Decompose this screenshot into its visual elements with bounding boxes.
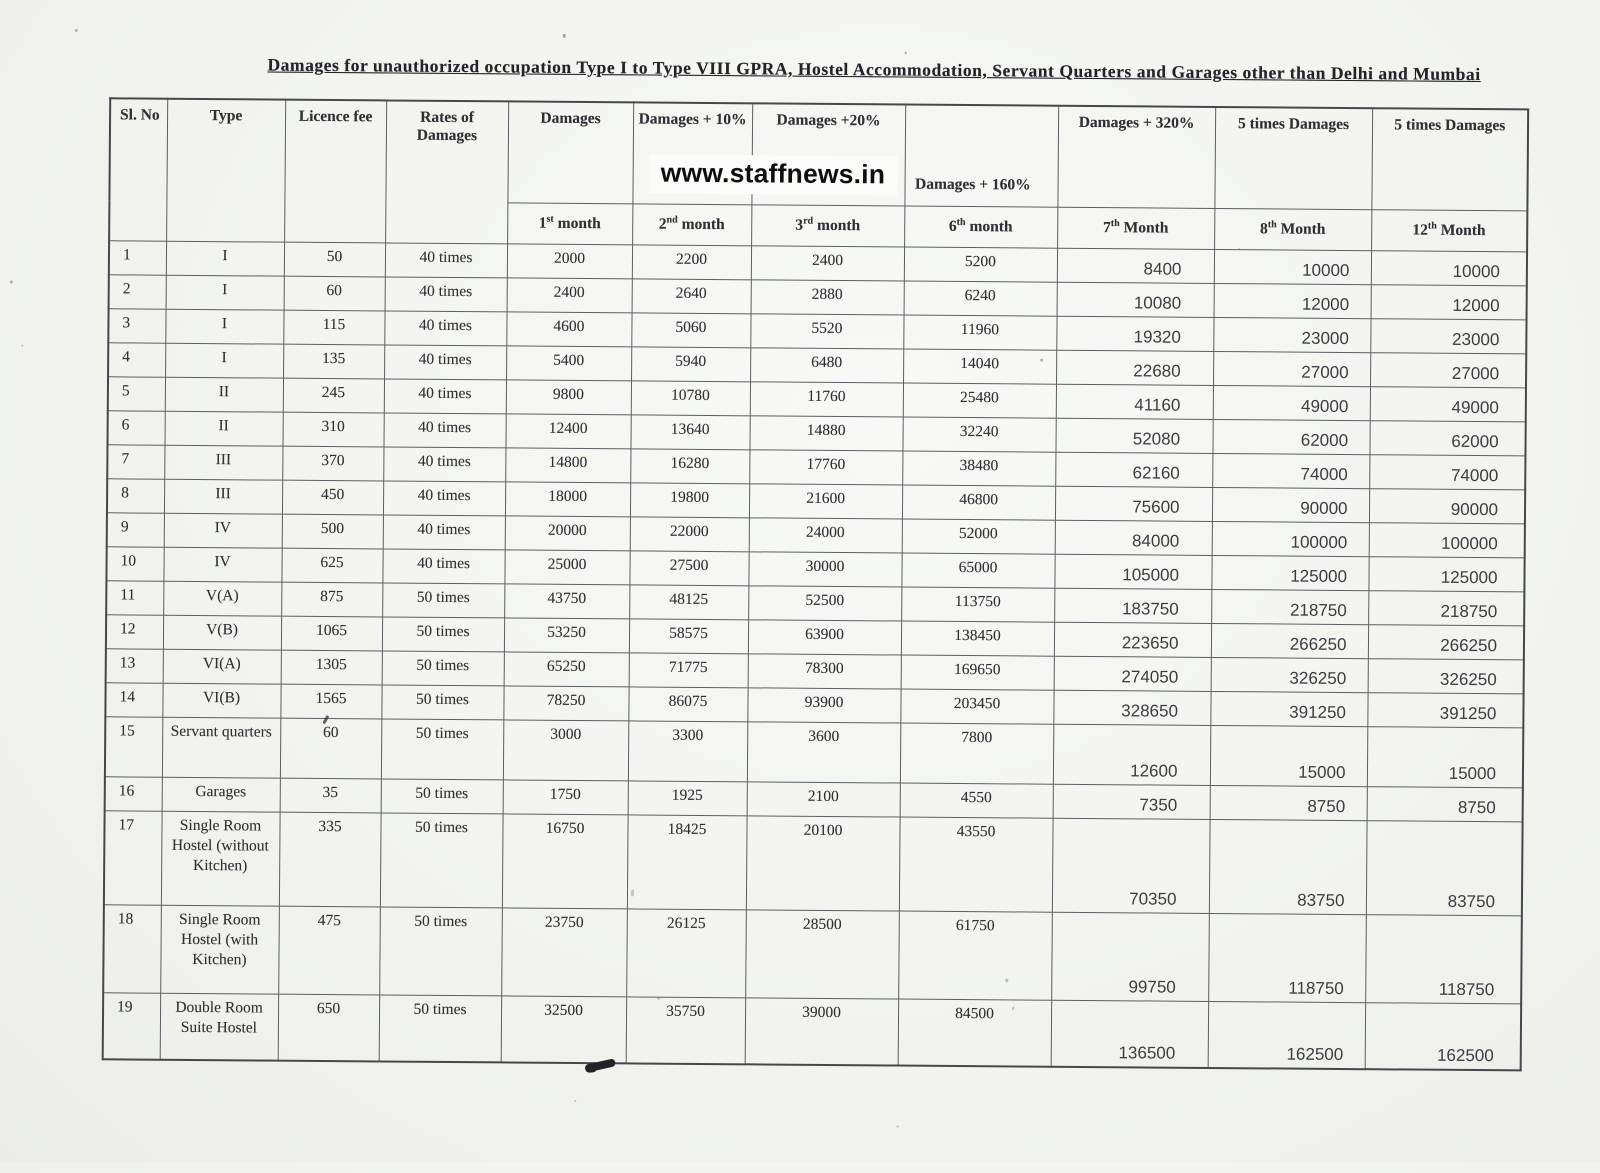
scan-speck — [896, 1126, 899, 1128]
cell-month-12: 162500 — [1365, 1003, 1522, 1071]
cell-rate: 40 times — [385, 277, 507, 312]
subheader-month-6: 6th month — [904, 206, 1057, 248]
cell-month-3: 39000 — [745, 998, 899, 1066]
cell-month-2: 26125 — [626, 909, 746, 998]
cell-sl-no: 3 — [108, 309, 165, 343]
scan-speck — [1040, 359, 1043, 362]
cell-month-3: 2100 — [747, 782, 900, 817]
cell-month-8: 266250 — [1211, 623, 1368, 658]
cell-rate: 40 times — [383, 481, 505, 516]
cell-month-1: 32500 — [501, 996, 627, 1063]
cell-licence-fee: 370 — [282, 446, 383, 481]
cell-month-12: 8750 — [1367, 787, 1523, 822]
cell-month-7: 52080 — [1055, 418, 1212, 453]
cell-sl-no: 4 — [108, 343, 165, 377]
cell-rate: 40 times — [384, 311, 506, 346]
table-row — [103, 993, 1521, 1071]
cell-month-1: 2000 — [507, 244, 632, 279]
cell-month-1: 43750 — [504, 584, 629, 619]
cell-month-2: 58575 — [629, 619, 748, 654]
cell-sl-no: 13 — [106, 649, 163, 683]
cell-month-2: 2200 — [632, 245, 751, 280]
cell-month-2: 5060 — [631, 313, 750, 348]
cell-month-8: 125000 — [1211, 555, 1368, 590]
col-header-damages-20: Damages +20% — [751, 103, 905, 206]
cell-month-3: 2880 — [751, 280, 904, 315]
cell-month-2: 48125 — [629, 585, 748, 620]
cell-sl-no: 18 — [103, 905, 161, 993]
cell-sl-no: 9 — [107, 513, 164, 547]
cell-month-12: 74000 — [1369, 455, 1525, 490]
scan-speck — [75, 29, 78, 32]
cell-month-1: 14800 — [505, 448, 630, 483]
cell-month-3: 30000 — [748, 552, 901, 587]
subheader-month-7: 7th Month — [1057, 207, 1214, 249]
cell-sl-no: 17 — [104, 811, 162, 905]
cell-month-7: 183750 — [1054, 588, 1211, 623]
cell-month-7: 62160 — [1055, 452, 1212, 487]
col-header-damages-320: Damages + 320% — [1057, 106, 1215, 209]
cell-month-12: 125000 — [1368, 557, 1524, 592]
cell-month-2: 5940 — [631, 347, 750, 382]
cell-month-6: 25480 — [903, 383, 1056, 418]
cell-month-7: 84000 — [1055, 520, 1212, 555]
cell-month-12: 326250 — [1368, 659, 1524, 694]
cell-month-1: 78250 — [503, 686, 628, 721]
cell-month-12: 23000 — [1370, 319, 1526, 354]
cell-month-2: 71775 — [629, 653, 748, 688]
cell-month-6: 61750 — [898, 911, 1052, 1000]
cell-month-8: 90000 — [1212, 487, 1369, 522]
cell-licence-fee: 135 — [283, 344, 384, 379]
cell-type: I — [165, 343, 283, 378]
cell-sl-no: 2 — [109, 275, 166, 309]
cell-month-12: 12000 — [1371, 285, 1527, 320]
cell-month-1: 12400 — [505, 414, 630, 449]
cell-type: II — [165, 411, 283, 446]
cell-type: Servant quarters — [162, 717, 280, 778]
cell-month-3: 63900 — [748, 620, 901, 655]
cell-sl-no: 19 — [103, 993, 161, 1060]
cell-month-3: 11760 — [750, 382, 903, 417]
cell-type: I — [166, 275, 284, 310]
cell-month-12: 49000 — [1370, 387, 1526, 422]
cell-month-8: 162500 — [1208, 1001, 1366, 1069]
col-header-5times-12: 5 times Damages — [1371, 108, 1528, 211]
cell-month-2: 19800 — [630, 483, 749, 518]
cell-month-1: 5400 — [506, 346, 631, 381]
subheader-month-8: 8th Month — [1214, 208, 1371, 250]
table-body — [103, 241, 1527, 1071]
subheader-month-2: 2nd month — [632, 204, 751, 246]
table-row — [104, 811, 1523, 916]
cell-licence-fee: 475 — [278, 906, 380, 995]
cell-month-3: 20100 — [746, 816, 900, 911]
cell-sl-no: 5 — [108, 377, 165, 411]
cell-month-8: 12000 — [1214, 283, 1371, 318]
cell-month-3: 3600 — [747, 722, 900, 783]
cell-month-8: 74000 — [1212, 453, 1369, 488]
cell-rate: 40 times — [385, 243, 507, 278]
cell-month-7: 22680 — [1056, 350, 1213, 385]
cell-month-3: 14880 — [749, 416, 902, 451]
cell-month-8: 218750 — [1211, 589, 1368, 624]
cell-month-3: 17760 — [749, 450, 902, 485]
cell-month-6: 14040 — [903, 349, 1056, 384]
cell-month-3: 28500 — [745, 910, 899, 999]
cell-month-6: 38480 — [902, 451, 1055, 486]
cell-month-1: 4600 — [506, 312, 631, 347]
cell-month-6: 6240 — [904, 281, 1057, 316]
scan-speck — [1005, 978, 1008, 982]
cell-month-3: 2400 — [751, 246, 904, 281]
scan-speck — [574, 1100, 576, 1102]
cell-month-2: 3300 — [628, 721, 747, 782]
cell-month-12: 83750 — [1366, 821, 1523, 916]
scan-speck — [10, 281, 13, 284]
document-title: Damages for unauthorized occupation Type I to Type VIII GPRA, Hostel Accommodation, Servant Quarters and Garages other than Delhi and Mumbai — [267, 54, 1481, 85]
cell-licence-fee: 60 — [284, 276, 385, 311]
cell-licence-fee: 500 — [282, 514, 383, 549]
cell-month-6: 5200 — [904, 247, 1057, 282]
cell-licence-fee: 650 — [278, 994, 380, 1061]
cell-licence-fee: 50 — [284, 242, 385, 277]
cell-month-6: 203450 — [900, 689, 1053, 724]
cell-month-1: 53250 — [504, 618, 629, 653]
cell-month-3: 21600 — [749, 484, 902, 519]
cell-month-1: 9800 — [506, 380, 631, 415]
cell-month-12: 15000 — [1367, 727, 1523, 788]
cell-month-8: 62000 — [1212, 419, 1369, 454]
cell-month-7: 99750 — [1051, 912, 1209, 1001]
cell-month-1: 2400 — [507, 278, 632, 313]
damages-table-wrap — [102, 97, 1530, 1071]
cell-month-3: 93900 — [747, 688, 900, 723]
cell-month-7: 41160 — [1056, 384, 1213, 419]
cell-month-7: 328650 — [1053, 690, 1210, 725]
cell-sl-no: 6 — [108, 411, 165, 445]
scan-speck — [631, 889, 634, 896]
cell-month-6: 65000 — [901, 553, 1054, 588]
cell-rate: 50 times — [379, 907, 502, 996]
cell-month-1: 25000 — [504, 550, 629, 585]
cell-month-8: 49000 — [1213, 385, 1370, 420]
cell-sl-no: 12 — [106, 615, 163, 649]
cell-month-8: 23000 — [1213, 317, 1370, 352]
cell-type: I — [166, 241, 284, 276]
scan-speck — [21, 345, 23, 347]
cell-licence-fee: 1065 — [281, 616, 382, 651]
cell-month-3: 78300 — [748, 654, 901, 689]
col-header-rates: Rates of Damages — [385, 100, 508, 243]
cell-type: IV — [163, 547, 281, 582]
cell-rate: 50 times — [380, 813, 503, 908]
cell-licence-fee: 245 — [283, 378, 384, 413]
cell-month-6: 138450 — [901, 621, 1054, 656]
cell-month-3: 6480 — [750, 348, 903, 383]
cell-rate: 40 times — [383, 447, 505, 482]
col-header-damages: Damages — [507, 101, 633, 203]
subheader-month-3: 3rd month — [751, 205, 904, 247]
cell-month-2: 35750 — [626, 997, 746, 1064]
cell-month-7: 12600 — [1053, 724, 1210, 785]
cell-rate: 40 times — [384, 345, 506, 380]
cell-month-8: 15000 — [1210, 725, 1367, 786]
cell-month-7: 19320 — [1056, 316, 1213, 351]
cell-month-1: 1750 — [503, 780, 628, 815]
cell-month-2: 27500 — [629, 551, 748, 586]
cell-type: V(A) — [163, 581, 281, 616]
cell-month-1: 16750 — [502, 814, 628, 909]
col-header-damages-160: Damages + 160% — [904, 105, 1058, 208]
cell-month-6: 7800 — [900, 723, 1053, 784]
cell-month-3: 52500 — [748, 586, 901, 621]
cell-sl-no: 16 — [105, 777, 162, 811]
cell-sl-no: 8 — [107, 479, 164, 513]
cell-licence-fee: 450 — [282, 480, 383, 515]
cell-rate: 50 times — [382, 651, 504, 686]
cell-month-8: 100000 — [1212, 521, 1369, 556]
cell-month-8: 118750 — [1208, 913, 1366, 1002]
cell-month-12: 90000 — [1369, 489, 1525, 524]
cell-sl-no: 7 — [107, 445, 164, 479]
col-header-type: Type — [166, 99, 285, 242]
cell-month-3: 5520 — [750, 314, 903, 349]
cell-licence-fee: 310 — [282, 412, 383, 447]
cell-type: Single Room Hostel (without Kitchen) — [161, 811, 280, 906]
cell-month-6: 4550 — [900, 783, 1053, 818]
cell-month-8: 391250 — [1210, 691, 1367, 726]
cell-licence-fee: 1565 — [280, 684, 381, 719]
cell-licence-fee: 625 — [281, 548, 382, 583]
cell-licence-fee: 335 — [279, 812, 381, 907]
cell-sl-no: 14 — [105, 683, 162, 717]
cell-month-6: 32240 — [902, 417, 1055, 452]
cell-month-8: 83750 — [1209, 819, 1367, 914]
subheader-month-1: 1st month — [507, 203, 632, 245]
cell-type: II — [165, 377, 283, 412]
cell-month-2: 16280 — [630, 449, 749, 484]
cell-month-1: 20000 — [505, 516, 630, 551]
cell-month-2: 1925 — [628, 781, 747, 816]
table-row — [105, 717, 1523, 788]
cell-rate: 40 times — [383, 413, 505, 448]
cell-month-7: 7350 — [1053, 784, 1210, 819]
cell-licence-fee: 115 — [283, 310, 384, 345]
cell-month-7: 274050 — [1054, 656, 1211, 691]
scan-speck — [563, 34, 566, 38]
cell-type: Double Room Suite Hostel — [160, 993, 279, 1060]
scan-speck — [1238, 248, 1240, 250]
cell-type: I — [165, 309, 283, 344]
cell-month-1: 23750 — [501, 908, 627, 997]
cell-month-8: 326250 — [1211, 657, 1368, 692]
cell-month-12: 100000 — [1369, 523, 1525, 558]
cell-rate: 50 times — [381, 719, 503, 780]
cell-type: VI(A) — [163, 649, 281, 684]
cell-month-12: 27000 — [1370, 353, 1526, 388]
cell-sl-no: 15 — [105, 717, 162, 777]
cell-month-6: 43550 — [899, 817, 1053, 912]
cell-month-7: 136500 — [1051, 1000, 1209, 1068]
cell-month-12: 10000 — [1371, 251, 1527, 286]
cell-month-8: 10000 — [1214, 249, 1371, 284]
cell-sl-no: 10 — [106, 547, 163, 581]
cell-type: Garages — [162, 777, 280, 812]
cell-month-12: 62000 — [1369, 421, 1525, 456]
col-header-sl-no: Sl. No — [109, 98, 167, 241]
cell-month-12: 218750 — [1368, 591, 1524, 626]
cell-month-2: 2640 — [632, 279, 751, 314]
cell-rate: 50 times — [381, 685, 503, 720]
scan-speck — [905, 52, 907, 55]
watermark: www.staffnews.in — [648, 155, 897, 196]
cell-rate: 40 times — [383, 515, 505, 550]
scan-speck — [657, 997, 660, 1000]
cell-licence-fee: 875 — [281, 582, 382, 617]
cell-rate: 50 times — [381, 779, 503, 814]
cell-rate: 50 times — [382, 617, 504, 652]
cell-type: III — [164, 479, 282, 514]
cell-month-8: 8750 — [1210, 785, 1367, 820]
cell-rate: 50 times — [379, 995, 502, 1062]
cell-month-2: 86075 — [628, 687, 747, 722]
cell-month-1: 65250 — [504, 652, 629, 687]
cell-month-7: 75600 — [1055, 486, 1212, 521]
cell-month-6: 11960 — [903, 315, 1056, 350]
col-header-damages-10: Damages + 10% — [632, 102, 752, 204]
cell-month-6: 52000 — [902, 519, 1055, 554]
cell-month-6: 84500 — [898, 999, 1052, 1067]
col-header-5times-8: 5 times Damages — [1214, 107, 1372, 210]
cell-licence-fee: 35 — [280, 778, 381, 813]
cell-month-7: 10080 — [1057, 282, 1214, 317]
cell-sl-no: 1 — [109, 241, 166, 275]
cell-month-1: 18000 — [505, 482, 630, 517]
cell-licence-fee: 1305 — [281, 650, 382, 685]
cell-rate: 40 times — [384, 379, 506, 414]
cell-type: V(B) — [163, 615, 281, 650]
cell-type: VI(B) — [162, 683, 280, 718]
subheader-month-12: 12th Month — [1371, 210, 1527, 252]
cell-licence-fee: 60 — [280, 718, 381, 779]
cell-month-6: 46800 — [902, 485, 1055, 520]
cell-type: IV — [164, 513, 282, 548]
cell-month-8: 27000 — [1213, 351, 1370, 386]
cell-month-7: 70350 — [1052, 818, 1210, 913]
damages-table — [102, 97, 1530, 1071]
cell-month-3: 24000 — [749, 518, 902, 553]
cell-month-2: 13640 — [630, 415, 749, 450]
cell-month-7: 105000 — [1054, 554, 1211, 589]
cell-month-12: 118750 — [1365, 915, 1522, 1004]
cell-month-6: 113750 — [901, 587, 1054, 622]
cell-month-2: 18425 — [627, 815, 747, 910]
cell-rate: 40 times — [382, 549, 504, 584]
cell-type: III — [164, 445, 282, 480]
table-row — [103, 905, 1522, 1004]
cell-month-7: 8400 — [1057, 248, 1214, 283]
cell-month-2: 22000 — [630, 517, 749, 552]
cell-month-1: 3000 — [503, 720, 628, 781]
cell-rate: 50 times — [382, 583, 504, 618]
cell-sl-no: 11 — [106, 581, 163, 615]
col-header-licence-fee: Licence fee — [284, 100, 386, 243]
cell-month-12: 266250 — [1368, 625, 1524, 660]
cell-month-7: 223650 — [1054, 622, 1211, 657]
cell-month-2: 10780 — [631, 381, 750, 416]
cell-month-12: 391250 — [1367, 693, 1523, 728]
cell-month-6: 169650 — [901, 655, 1054, 690]
cell-type: Single Room Hostel (with Kitchen) — [160, 905, 279, 994]
